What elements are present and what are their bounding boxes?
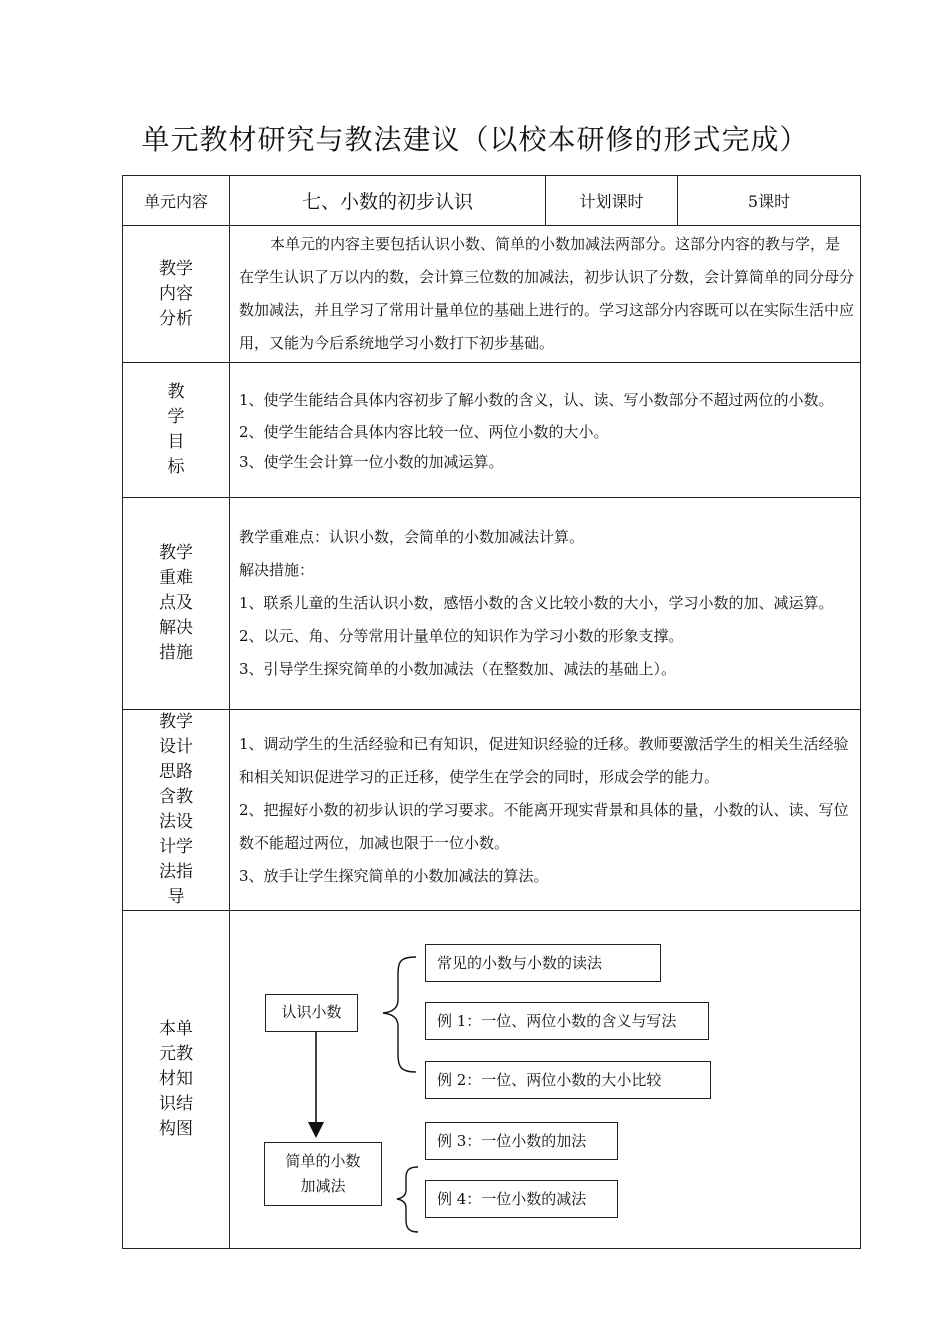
upper-brace	[383, 957, 416, 1072]
difficulties-label: 教学 重难 点及 解决 措施	[123, 498, 230, 710]
analysis-row	[123, 226, 861, 363]
goals-label: 教 学 目 标	[123, 363, 230, 498]
goals-content	[230, 363, 861, 498]
recognize-decimals-box: 认识小数	[265, 994, 358, 1032]
knowledge-structure-diagram	[230, 912, 860, 1248]
goal-item: 2、使学生能结合具体内容比较一位、两位小数的大小。	[239, 422, 609, 441]
lower-brace	[397, 1167, 418, 1232]
page-title: 单元教材研究与教法建议（以校本研修的形式完成）	[141, 123, 809, 156]
analysis-text: 本单元的内容主要包括认识小数、简单的小数加减法两部分。这部分内容的教与学，是在学生认识了万以内的数，会计算三位数的加减法，初步认识了分数，会计算简单的同分母分数加减法，并且学习了常用计量单位的基础上进行的。学习这部分内容既可以在实际生活中应用，又能为今后系统地学习小数打下初步基础。	[239, 235, 855, 352]
difficulties-content	[230, 498, 861, 710]
design-item: 1、调动学生的生活经验和已有知识，促进知识经验的迁移。教师要激活学生的相关生活经验和相关知识促进学习的正迁移，使学生在学会的同时，形成会学的能力。	[239, 734, 849, 786]
structure-label: 本单 元教 材知 识结 构图	[123, 911, 230, 1249]
branch-example-3: 例 3：一位小数的加法	[425, 1122, 618, 1160]
structure-content	[230, 911, 861, 1249]
analysis-label: 教学 内容 分析	[123, 226, 230, 363]
branch-example-2: 例 2：一位、两位小数的大小比较	[425, 1061, 711, 1099]
difficulty-item: 2、以元、角、分等常用计量单位的知识作为学习小数的形象支撑。	[239, 627, 684, 645]
design-label: 教学 设计 思路 含教 法设 计学 法指 导	[123, 710, 230, 911]
difficulties-row	[123, 498, 861, 710]
unit-content-label: 单元内容	[123, 176, 230, 226]
design-content	[230, 710, 861, 911]
difficulty-item: 教学重难点：认识小数，会简单的小数加减法计算。	[239, 528, 585, 546]
lesson-plan-table	[122, 175, 861, 1249]
planned-hours-label: 计划课时	[546, 176, 678, 226]
goals-row	[123, 363, 861, 498]
design-item: 3、放手让学生探究简单的小数加减法的算法。	[239, 866, 549, 885]
difficulty-item: 1、联系儿童的生活认识小数，感悟小数的含义比较小数的大小，学习小数的加、减运算。	[239, 594, 834, 612]
branch-example-1: 例 1：一位、两位小数的含义与写法	[425, 1002, 709, 1040]
branch-common-decimals: 常见的小数与小数的读法	[425, 944, 661, 982]
branch-example-4: 例 4：一位小数的减法	[425, 1180, 618, 1218]
header-row	[123, 176, 861, 226]
structure-row	[123, 911, 861, 1249]
unit-topic: 七、小数的初步认识	[230, 176, 546, 226]
goal-item: 3、使学生会计算一位小数的加减运算。	[239, 452, 504, 471]
difficulty-item: 解决措施：	[239, 561, 315, 579]
planned-hours-value: 5课时	[678, 176, 861, 226]
design-item: 2、把握好小数的初步认识的学习要求。不能离开现实背景和具体的量，小数的认、读、写位数不能超过两位，加减也限于一位小数。	[239, 800, 849, 852]
difficulty-item: 3、引导学生探究简单的小数加减法（在整数加、减法的基础上）。	[239, 660, 677, 678]
goal-item: 1、使学生能结合具体内容初步了解小数的含义，认、读、写小数部分不超过两位的小数。	[239, 390, 834, 409]
analysis-content	[230, 226, 861, 363]
design-row	[123, 710, 861, 911]
simple-decimal-add-sub-box: 简单的小数 加减法	[264, 1142, 382, 1206]
